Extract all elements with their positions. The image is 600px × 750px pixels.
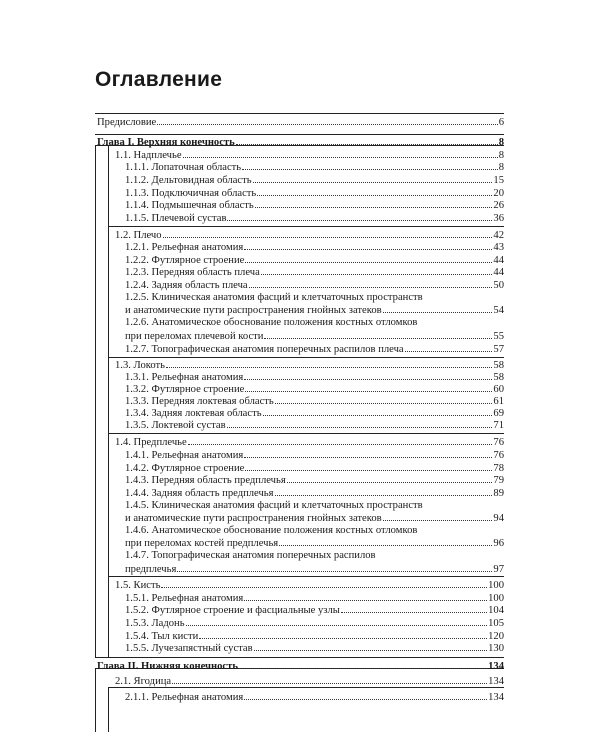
leader-dots xyxy=(227,419,493,428)
toc-entry-subsection[interactable]: 1.5.1. Рельефная анатомия 100 xyxy=(125,593,504,604)
toc-entry-subsection[interactable]: 1.1.3. Подключичная область 20 xyxy=(125,188,504,199)
toc-entry-subsection[interactable]: 1.4.2. Футлярное строение 78 xyxy=(125,463,504,474)
toc-entry-subsection[interactable]: 1.5.5. Лучезапястный сустав 130 xyxy=(125,643,504,654)
leader-dots xyxy=(227,212,492,221)
leader-dots xyxy=(177,563,492,572)
leader-dots xyxy=(249,279,493,288)
indent-line xyxy=(95,145,96,657)
leader-dots xyxy=(236,136,498,145)
toc-entry-subsection[interactable]: 1.1.5. Плечевой сустав 36 xyxy=(125,213,504,224)
leader-dots xyxy=(244,241,492,250)
rule-divider xyxy=(95,657,504,658)
toc-entry[interactable]: Предисловие 6 xyxy=(97,117,504,128)
indent-line xyxy=(108,145,109,657)
toc-entry-subsection[interactable]: 1.4.3. Передняя область предплечья 79 xyxy=(125,475,504,486)
toc-entry-subsection[interactable]: 1.3.3. Передняя локтевая область 61 xyxy=(125,396,504,407)
leader-dots xyxy=(405,343,493,352)
toc-entry-subsection[interactable]: 1.2.7. Топографическая анатомия поперечных распилов плеча 57 xyxy=(125,344,504,355)
leader-dots xyxy=(254,642,487,651)
rule-divider xyxy=(95,134,504,135)
toc-entry-subsection[interactable]: 1.5.2. Футлярное строение и фасциальные узлы 104 xyxy=(125,605,504,616)
leader-dots xyxy=(383,512,493,521)
leader-dots xyxy=(261,266,493,275)
toc-entry-chapter[interactable]: Глава II. Нижняя конечность 134 xyxy=(97,661,504,672)
indent-line xyxy=(95,668,96,732)
toc-entry-subsection[interactable]: 1.4.6. Анатомическое обоснование положения костных отломков xyxy=(125,525,418,536)
leader-dots xyxy=(244,691,487,700)
leader-dots xyxy=(244,371,492,380)
toc-entry-subsection[interactable]: 1.2.4. Задняя область плеча 50 xyxy=(125,280,504,291)
leader-dots xyxy=(186,617,488,626)
leader-dots xyxy=(257,187,492,196)
rule-divider xyxy=(108,576,504,577)
leader-dots xyxy=(245,462,492,471)
leader-dots xyxy=(188,436,493,445)
toc-entry-section[interactable]: 1.5. Кисть 100 xyxy=(115,580,504,591)
toc-entry-section[interactable]: 2.1. Ягодица 134 xyxy=(115,676,504,687)
toc-entry-subsection-cont[interactable]: при переломах плечевой кости 55 xyxy=(125,331,504,342)
leader-dots xyxy=(244,592,487,601)
toc-entry-subsection[interactable]: 1.4.1. Рельефная анатомия 76 xyxy=(125,450,504,461)
toc-entry-subsection[interactable]: 1.2.3. Передняя область плеча 44 xyxy=(125,267,504,278)
toc-entry-subsection-cont[interactable]: и анатомические пути распространения гнойных затеков 54 xyxy=(125,305,504,316)
toc-entry-subsection-cont[interactable]: при переломах костей предплечья 96 xyxy=(125,538,504,549)
indent-line xyxy=(108,687,109,732)
rule-divider xyxy=(108,226,504,227)
toc-entry-section[interactable]: 1.3. Локоть 58 xyxy=(115,360,504,371)
leader-dots xyxy=(163,229,493,238)
toc-entry-subsection[interactable]: 1.5.4. Тыл кисти 120 xyxy=(125,631,504,642)
leader-dots xyxy=(279,537,492,546)
leader-dots xyxy=(199,630,487,639)
toc-entry-subsection[interactable]: 1.3.5. Локтевой сустав 71 xyxy=(125,420,504,431)
leader-dots xyxy=(245,254,492,263)
leader-dots xyxy=(255,199,493,208)
toc-entry-section[interactable]: 1.1. Надплечье 8 xyxy=(115,150,504,161)
leader-dots xyxy=(242,161,498,170)
page-title: Оглавление xyxy=(95,68,223,91)
rule-divider xyxy=(108,433,504,434)
leader-dots xyxy=(341,604,487,613)
toc-entry-subsection[interactable]: 1.4.4. Задняя область предплечья 89 xyxy=(125,488,504,499)
leader-dots xyxy=(275,487,493,496)
toc-entry-subsection[interactable]: 1.2.5. Клиническая анатомия фасций и клетчаточных пространств xyxy=(125,292,423,303)
leader-dots xyxy=(183,149,498,158)
toc-entry-subsection[interactable]: 1.1.1. Лопаточная область 8 xyxy=(125,162,504,173)
toc-entry-subsection[interactable]: 1.2.1. Рельефная анатомия 43 xyxy=(125,242,504,253)
toc-entry-subsection[interactable]: 1.1.4. Подмышечная область 26 xyxy=(125,200,504,211)
leader-dots xyxy=(166,359,492,368)
leader-dots xyxy=(275,395,493,404)
toc-entry-subsection[interactable]: 1.2.6. Анатомическое обоснование положения костных отломков xyxy=(125,317,418,328)
rule-divider xyxy=(95,113,504,114)
toc-entry-subsection[interactable]: 1.3.1. Рельефная анатомия 58 xyxy=(125,372,504,383)
leader-dots xyxy=(287,474,493,483)
toc-entry-subsection[interactable]: 1.1.2. Дельтовидная область 15 xyxy=(125,175,504,186)
rule-divider xyxy=(108,357,504,358)
toc-entry-section[interactable]: 1.2. Плечо 42 xyxy=(115,230,504,241)
toc-entry-subsection-cont[interactable]: предплечья 97 xyxy=(125,564,504,575)
leader-dots xyxy=(264,330,492,339)
leader-dots xyxy=(239,660,487,669)
leader-dots xyxy=(244,449,492,458)
toc-entry-chapter[interactable]: Глава I. Верхняя конечность 8 xyxy=(97,137,504,148)
leader-dots xyxy=(253,174,493,183)
toc-entry-subsection-cont[interactable]: и анатомические пути распространения гнойных затеков 94 xyxy=(125,513,504,524)
leader-dots xyxy=(383,304,493,313)
toc-entry-subsection[interactable]: 1.5.3. Ладонь 105 xyxy=(125,618,504,629)
toc-entry-subsection[interactable]: 1.2.2. Футлярное строение 44 xyxy=(125,255,504,266)
toc-entry-subsection[interactable]: 1.4.7. Топографическая анатомия поперечных распилов xyxy=(125,550,376,561)
leader-dots xyxy=(157,116,497,125)
leader-dots xyxy=(245,383,492,392)
leader-dots xyxy=(172,675,487,684)
leader-dots xyxy=(161,579,487,588)
toc-entry-subsection[interactable]: 2.1.1. Рельефная анатомия 134 xyxy=(125,692,504,703)
leader-dots xyxy=(263,407,493,416)
toc-entry-subsection[interactable]: 1.3.4. Задняя локтевая область 69 xyxy=(125,408,504,419)
toc-entry-section[interactable]: 1.4. Предплечье 76 xyxy=(115,437,504,448)
toc-entry-subsection[interactable]: 1.4.5. Клиническая анатомия фасций и клетчаточных пространств xyxy=(125,500,423,511)
toc-entry-subsection[interactable]: 1.3.2. Футлярное строение 60 xyxy=(125,384,504,395)
